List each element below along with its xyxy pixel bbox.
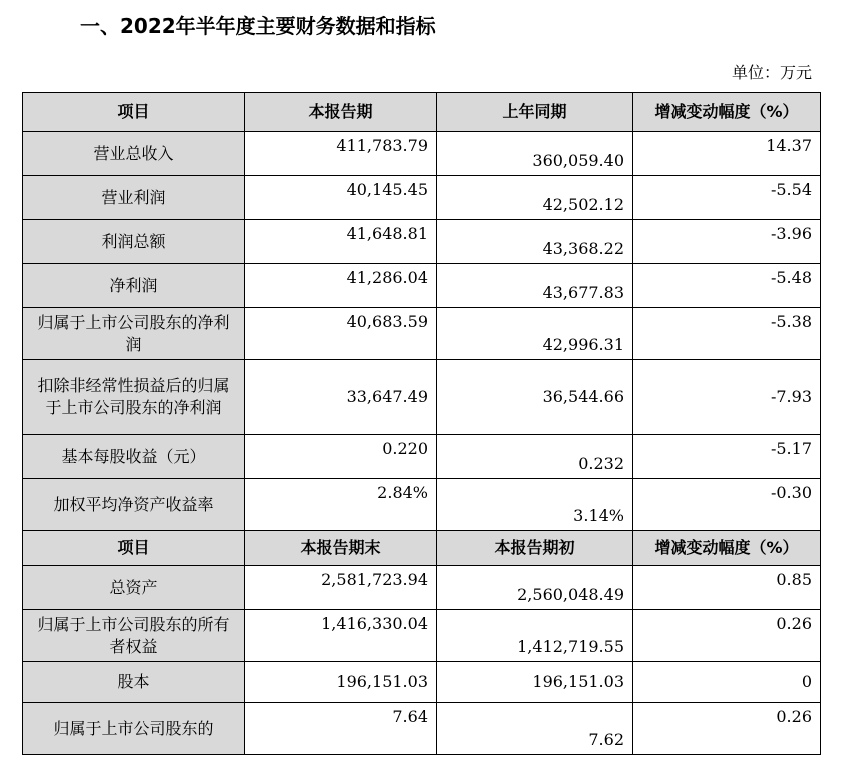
current-period-value: 41,286.04 xyxy=(245,264,437,308)
header-cell: 增减变动幅度（%） xyxy=(633,531,821,566)
row-label: 归属于上市公司股东的净利润 xyxy=(23,308,245,360)
row-label: 扣除非经常性损益后的归属于上市公司股东的净利润 xyxy=(23,360,245,435)
change-percent-value: -5.48 xyxy=(633,264,821,308)
period-end-value: 7.64 xyxy=(245,703,437,755)
prior-period-value: 36,544.66 xyxy=(437,360,633,435)
period-end-value: 1,416,330.04 xyxy=(245,610,437,662)
change-percent-value: -7.93 xyxy=(633,360,821,435)
table-row xyxy=(23,566,821,610)
prior-period-value: 360,059.40 xyxy=(437,132,633,176)
table-row xyxy=(23,703,821,755)
period-end-value: 2,581,723.94 xyxy=(245,566,437,610)
row-label: 营业总收入 xyxy=(23,132,245,176)
financial-table xyxy=(22,92,821,755)
change-percent-value: 0.26 xyxy=(633,610,821,662)
row-label: 净利润 xyxy=(23,264,245,308)
current-period-value: 40,683.59 xyxy=(245,308,437,360)
change-percent-value: -3.96 xyxy=(633,220,821,264)
change-percent-value: 0.85 xyxy=(633,566,821,610)
change-percent-value: 0 xyxy=(633,662,821,703)
period-start-value: 2,560,048.49 xyxy=(437,566,633,610)
change-percent-value: 0.26 xyxy=(633,703,821,755)
current-period-value: 41,648.81 xyxy=(245,220,437,264)
change-percent-value: 14.37 xyxy=(633,132,821,176)
header-cell: 项目 xyxy=(23,93,245,132)
current-period-value: 411,783.79 xyxy=(245,132,437,176)
prior-period-value: 43,368.22 xyxy=(437,220,633,264)
current-period-value: 33,647.49 xyxy=(245,360,437,435)
table-row xyxy=(23,132,821,176)
table-row xyxy=(23,479,821,531)
table-header-row xyxy=(23,93,821,132)
prior-period-value: 42,996.31 xyxy=(437,308,633,360)
row-label: 加权平均净资产收益率 xyxy=(23,479,245,531)
header-cell: 增减变动幅度（%） xyxy=(633,93,821,132)
row-label: 归属于上市公司股东的所有者权益 xyxy=(23,610,245,662)
table-row xyxy=(23,610,821,662)
prior-period-value: 3.14% xyxy=(437,479,633,531)
section-title: 一、2022年半年度主要财务数据和指标 xyxy=(80,14,436,38)
prior-period-value: 43,677.83 xyxy=(437,264,633,308)
header-cell: 本报告期初 xyxy=(437,531,633,566)
table-header-row xyxy=(23,531,821,566)
current-period-value: 0.220 xyxy=(245,435,437,479)
header-cell: 上年同期 xyxy=(437,93,633,132)
row-label: 股本 xyxy=(23,662,245,703)
change-percent-value: -0.30 xyxy=(633,479,821,531)
header-cell: 项目 xyxy=(23,531,245,566)
prior-period-value: 0.232 xyxy=(437,435,633,479)
header-cell: 本报告期 xyxy=(245,93,437,132)
prior-period-value: 42,502.12 xyxy=(437,176,633,220)
table-row xyxy=(23,220,821,264)
current-period-value: 40,145.45 xyxy=(245,176,437,220)
row-label: 基本每股收益（元） xyxy=(23,435,245,479)
unit-label: 单位：万元 xyxy=(731,63,812,82)
change-percent-value: -5.17 xyxy=(633,435,821,479)
table-row xyxy=(23,264,821,308)
table-row xyxy=(23,176,821,220)
header-cell: 本报告期末 xyxy=(245,531,437,566)
table-row xyxy=(23,308,821,360)
table-row xyxy=(23,662,821,703)
table-row xyxy=(23,435,821,479)
change-percent-value: -5.38 xyxy=(633,308,821,360)
period-end-value: 196,151.03 xyxy=(245,662,437,703)
period-start-value: 7.62 xyxy=(437,703,633,755)
period-start-value: 1,412,719.55 xyxy=(437,610,633,662)
change-percent-value: -5.54 xyxy=(633,176,821,220)
row-label: 总资产 xyxy=(23,566,245,610)
period-start-value: 196,151.03 xyxy=(437,662,633,703)
row-label: 营业利润 xyxy=(23,176,245,220)
row-label: 归属于上市公司股东的 xyxy=(23,703,245,755)
row-label: 利润总额 xyxy=(23,220,245,264)
table-row xyxy=(23,360,821,435)
current-period-value: 2.84% xyxy=(245,479,437,531)
